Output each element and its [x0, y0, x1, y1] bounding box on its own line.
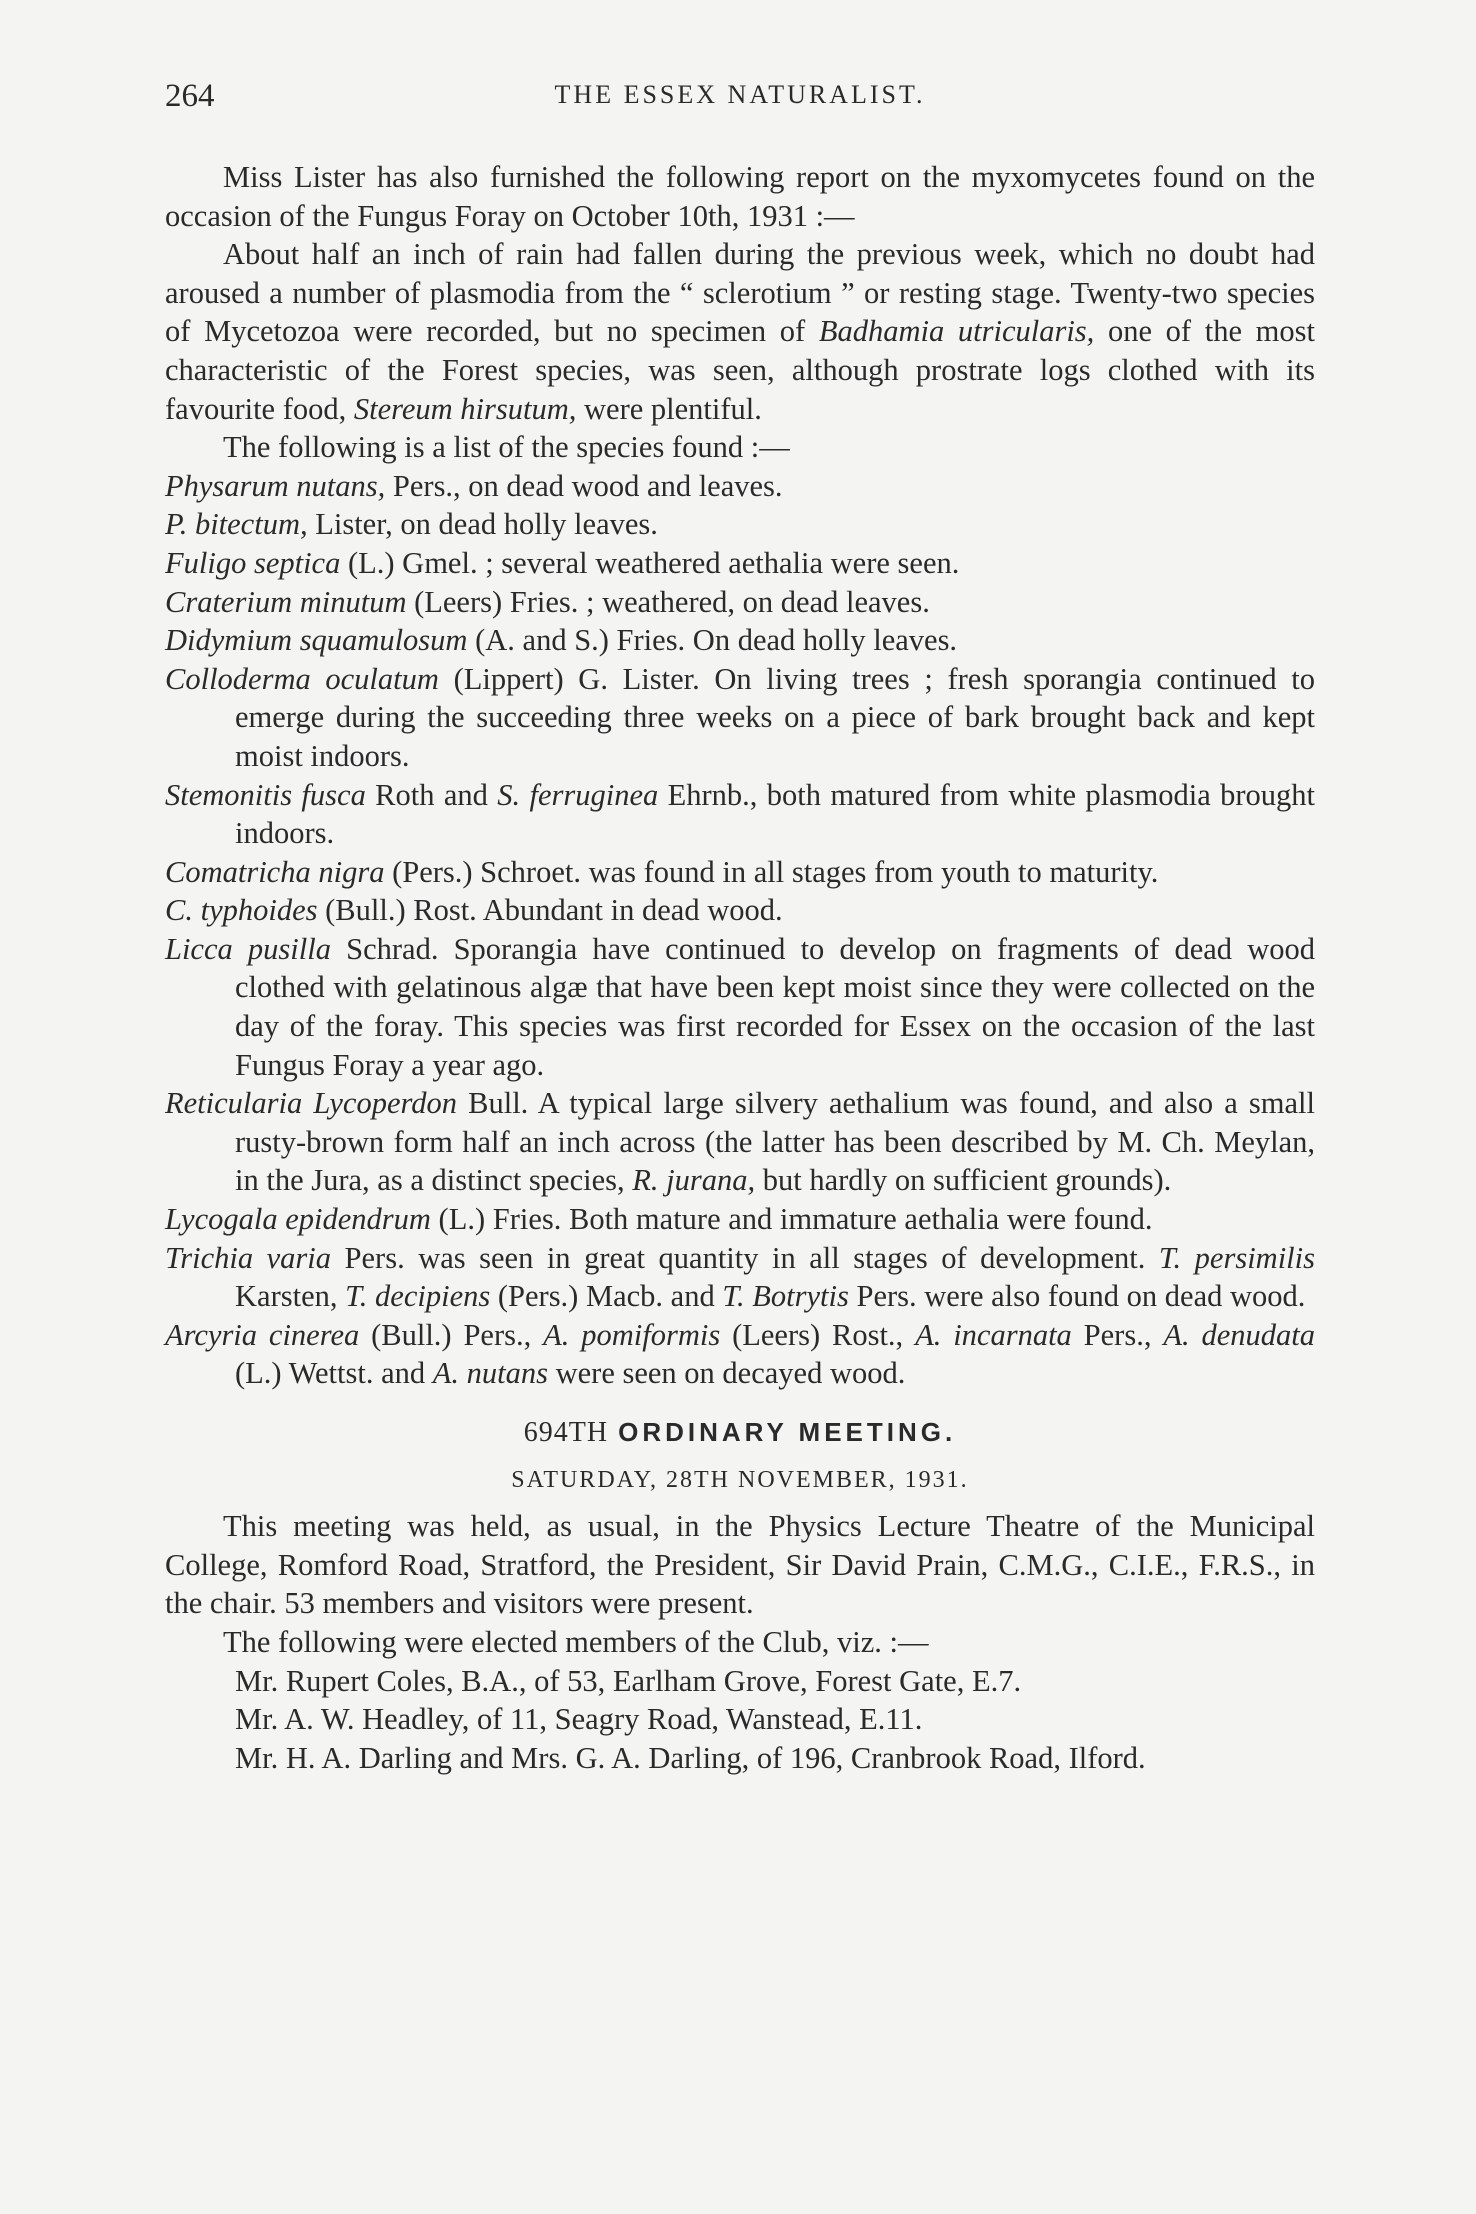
species-note: (Pers.) Macb. and: [490, 1279, 723, 1314]
list-intro: The following is a list of the species found :—: [223, 430, 790, 465]
species-note: Karsten,: [235, 1279, 346, 1314]
rain-paragraph: [165, 235, 1315, 428]
species-note: (A. and S.) Fries. On dead holly leaves.: [467, 623, 958, 658]
species-note: were seen on decayed wood.: [547, 1356, 906, 1391]
species-name: Physarum nutans,: [165, 468, 386, 503]
species-entry: [165, 467, 1315, 506]
species-entry: [165, 930, 1315, 1084]
species-name: A. nutans: [432, 1356, 548, 1391]
species-note: (Bull.) Rost. Abundant in dead wood.: [317, 893, 783, 928]
new-member: Mr. A. W. Headley, of 11, Seagry Road, Wanstead, E.11.: [235, 1702, 923, 1737]
species-note: Pers. was seen in great quantity in all stages of development.: [331, 1240, 1159, 1275]
meeting-paragraph: This meeting was held, as usual, in the Physics Lecture Theatre of the Municipal College, Romford Road, Stratford, the President, Sir David Prain, C.M.G., C.I.E., F.R.S., in the chair. 53 members and visitors were present.: [165, 1509, 1315, 1621]
species-name: P. bitectum,: [165, 507, 308, 542]
species-entry: [165, 891, 1315, 930]
species-note: Pers.,: [1071, 1317, 1164, 1352]
species-note: Schrad. Sporangia have continued to develop on fragments of dead wood clothed with gelatinous algæ that have been kept moist since they were collected on the day of the foray. This species was first recorded for Essex on the occasion of the last Fungus Foray a year ago.: [235, 931, 1315, 1082]
species-entry: [165, 1200, 1315, 1239]
article-body: [165, 158, 1315, 1777]
species-entry: [165, 1239, 1315, 1316]
species-name: S. ferruginea: [497, 777, 659, 812]
species-name: A. denudata: [1163, 1317, 1315, 1352]
species-note: Bull. A typical large silvery aethalium was found, and also a small rusty-brown form half an inch across (the latter has been described by M. Ch. Meylan, in the Jura, as a distinct species,: [235, 1086, 1315, 1198]
species-note: (Pers.) Schroet. was found in all stages from youth to maturity.: [384, 854, 1159, 889]
new-member: Mr. Rupert Coles, B.A., of 53, Earlham Grove, Forest Gate, E.7.: [235, 1663, 1022, 1698]
species-entry: [165, 505, 1315, 544]
species-note: (Leers) Rost.,: [720, 1317, 916, 1352]
running-header: [165, 70, 1315, 130]
species-name: T. persimilis: [1158, 1240, 1315, 1275]
species-name: T. Botrytis: [722, 1279, 849, 1314]
species-name: Didymium squamulosum: [165, 623, 468, 658]
species-name: Badhamia utricularis,: [818, 314, 1095, 349]
species-note: (L.) Fries. Both mature and immature aethalia were found.: [430, 1202, 1153, 1237]
species-name: Arcyria cinerea: [165, 1317, 360, 1352]
species-name: C. typhoides: [165, 893, 318, 928]
species-entry: [165, 544, 1315, 583]
species-name: Lycogala epidendrum: [165, 1202, 431, 1237]
species-entry: [165, 660, 1315, 776]
species-note: Lister, on dead holly leaves.: [307, 507, 658, 542]
species-name: Stemonitis fusca: [165, 777, 366, 812]
species-name: Craterium minutum: [165, 584, 407, 619]
page-number: 264: [165, 78, 215, 114]
species-entry: [165, 776, 1315, 853]
species-note: but hardly on sufficient grounds).: [755, 1163, 1172, 1198]
species-entry: [165, 1316, 1315, 1393]
species-name: Licca pusilla: [165, 931, 331, 966]
meeting-title: ORDINARY MEETING.: [618, 1417, 957, 1447]
species-name: A. pomiformis: [543, 1317, 721, 1352]
species-note: Roth and: [365, 777, 498, 812]
species-note: (Leers) Fries. ; weathered, on dead leaves.: [406, 584, 930, 619]
meeting-heading: [165, 1413, 1315, 1453]
species-name: Stereum hirsutum,: [353, 391, 577, 426]
species-entry: [165, 583, 1315, 622]
species-note: Ehrnb., both matured from white plasmodia brought indoors.: [235, 777, 1315, 851]
species-name: Comatricha nigra: [165, 854, 385, 889]
species-name: Colloderma oculatum: [165, 661, 439, 696]
species-name: Fuligo septica: [165, 545, 341, 580]
new-member: Mr. H. A. Darling and Mrs. G. A. Darling, of 196, Cranbrook Road, Ilford.: [235, 1740, 1146, 1775]
species-note: (L.) Wettst. and: [235, 1356, 433, 1391]
meeting-number: 694TH: [523, 1417, 609, 1448]
species-note: (Bull.) Pers.,: [359, 1317, 544, 1352]
species-note: Pers., on dead wood and leaves.: [385, 468, 783, 503]
species-name: Trichia varia: [165, 1240, 332, 1275]
running-title: THE ESSEX NATURALIST.: [554, 80, 926, 109]
intro-paragraph: Miss Lister has also furnished the following report on the myxomycetes found on the occasion of the Fungus Foray on October 10th, 1931 :—: [165, 160, 1315, 233]
species-note: (Lippert) G. Lister. On living trees ; fresh sporangia continued to emerge during the succeeding three weeks on a piece of bark brought back and kept moist indoors.: [235, 661, 1315, 773]
species-name: T. decipiens: [345, 1279, 491, 1314]
species-name: A. incarnata: [915, 1317, 1072, 1352]
species-entry: [165, 853, 1315, 892]
text-run: were plentiful.: [576, 391, 762, 426]
election-intro: The following were elected members of the Club, viz. :—: [223, 1624, 929, 1659]
species-name: Reticularia Lycoperdon: [165, 1086, 457, 1121]
species-note: (L.) Gmel. ; several weathered aethalia were seen.: [340, 545, 960, 580]
text-run: one of the most characteristic of the Forest species, was seen, although prostrate logs clothed with its favourite food,: [165, 314, 1315, 426]
species-note: Pers. were also found on dead wood.: [848, 1279, 1306, 1314]
species-entry: [165, 621, 1315, 660]
text-run: About half an inch of rain had fallen during the previous week, which no doubt had aroused a number of plasmodia from the “ sclerotium ” or resting stage. Twenty-two species of Mycetozoa were recorded, but no specimen of: [165, 237, 1315, 349]
species-entry: [165, 1084, 1315, 1200]
species-name: R. jurana,: [632, 1163, 756, 1198]
document-page: [165, 70, 1315, 1777]
meeting-date: SATURDAY, 28TH NOVEMBER, 1931.: [511, 1466, 969, 1493]
